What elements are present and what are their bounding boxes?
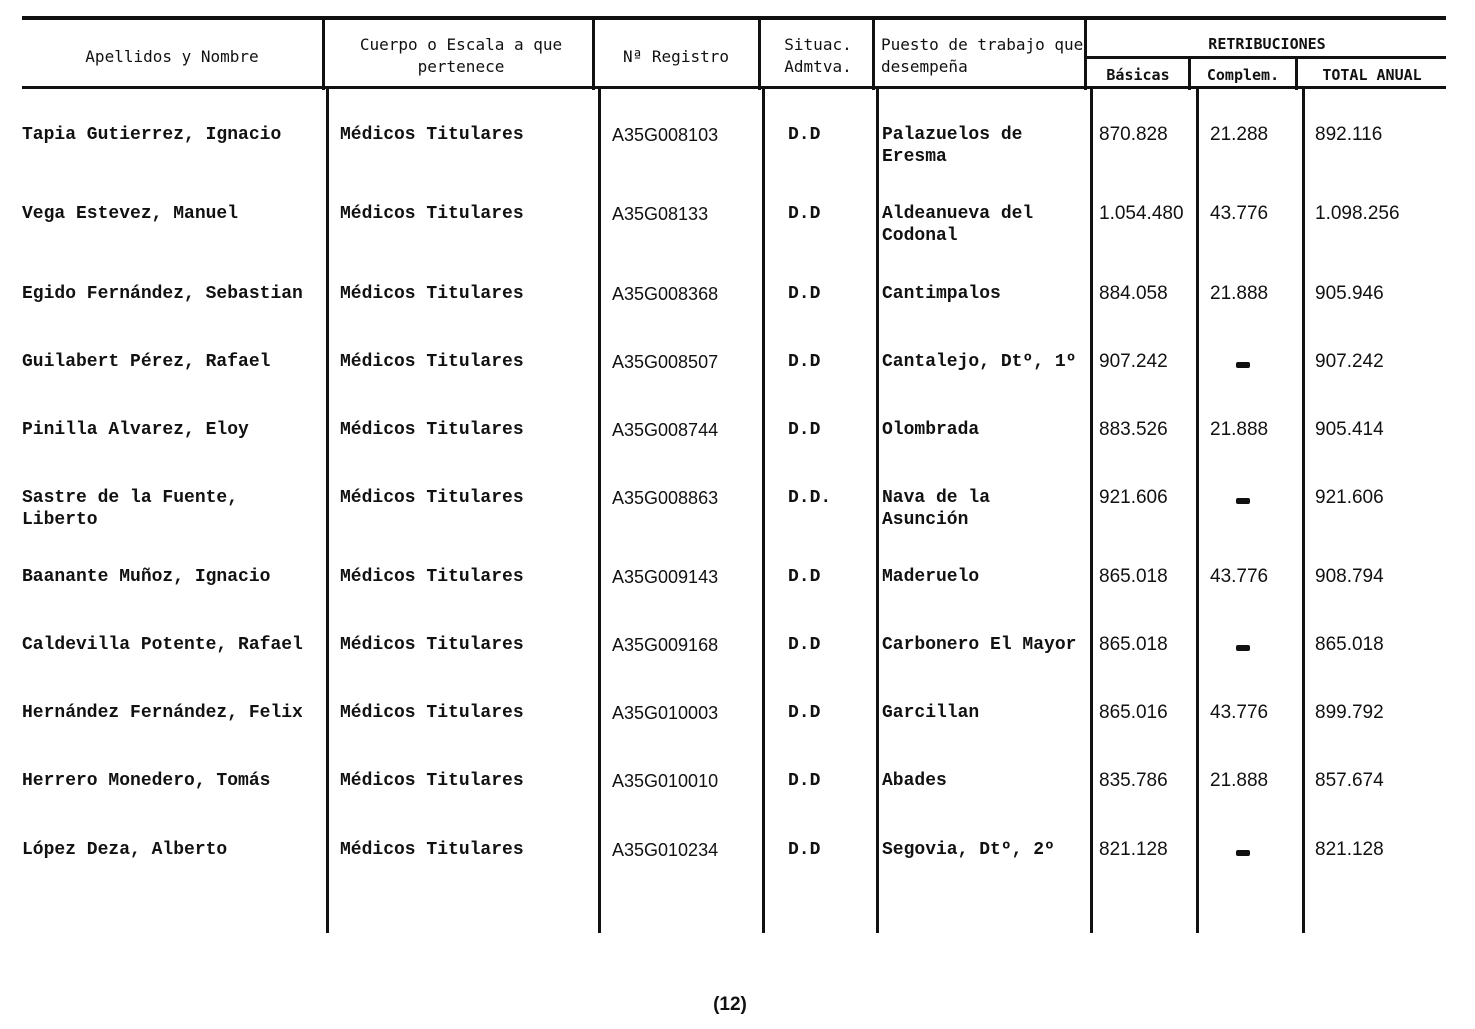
complem-dash bbox=[1236, 498, 1250, 504]
cell-registro: A35G008368 bbox=[612, 284, 719, 304]
cell-cuerpo: Médicos Titulares bbox=[340, 284, 524, 304]
cell-basicas: 870.828 bbox=[1099, 124, 1168, 145]
cell-name: Baanante Muñoz, Ignacio bbox=[22, 567, 271, 587]
cell-total: 907.242 bbox=[1315, 351, 1384, 372]
cell-total: 905.946 bbox=[1315, 283, 1384, 304]
cell-total: 899.792 bbox=[1315, 702, 1384, 723]
header-total: TOTAL ANUAL bbox=[1322, 66, 1422, 84]
cell-registro: A35G008863 bbox=[612, 488, 719, 508]
cell-registro: A35G08133 bbox=[612, 204, 709, 224]
col-divider bbox=[1090, 88, 1093, 933]
cell-total: 821.128 bbox=[1315, 839, 1384, 860]
col-divider bbox=[758, 18, 761, 90]
cell-basicas: 865.018 bbox=[1099, 566, 1168, 587]
col-divider bbox=[1196, 88, 1199, 933]
cell-basicas: 921.606 bbox=[1099, 487, 1168, 508]
header-bottom-rule bbox=[22, 86, 1446, 89]
cell-situacion: D.D bbox=[788, 420, 821, 440]
cell-cuerpo: Médicos Titulares bbox=[340, 204, 524, 224]
cell-puesto: Olombrada bbox=[882, 420, 980, 440]
complem-dash bbox=[1236, 645, 1250, 651]
cell-name: Tapia Gutierrez, Ignacio bbox=[22, 125, 282, 145]
cell-puesto: Segovia, Dtº, 2º bbox=[882, 840, 1055, 860]
cell-name: Vega Estevez, Manuel bbox=[22, 204, 239, 224]
page-number: (12) bbox=[713, 994, 747, 1015]
cell-name: Sastre de la Fuente, Liberto bbox=[22, 488, 249, 530]
cell-complem: 43.776 bbox=[1210, 203, 1269, 224]
cell-situacion: D.D bbox=[788, 567, 821, 587]
cell-puesto: Maderuelo bbox=[882, 567, 980, 587]
cell-name: Pinilla Alvarez, Eloy bbox=[22, 420, 249, 440]
cell-total: 908.794 bbox=[1315, 566, 1384, 587]
cell-complem: 21.888 bbox=[1210, 283, 1269, 304]
cell-situacion: D.D bbox=[788, 352, 821, 372]
cell-total: 1.098.256 bbox=[1315, 203, 1400, 224]
col-divider bbox=[876, 88, 879, 933]
cell-basicas: 883.526 bbox=[1099, 419, 1168, 440]
cell-cuerpo: Médicos Titulares bbox=[340, 125, 524, 145]
cell-cuerpo: Médicos Titulares bbox=[340, 488, 524, 508]
col-divider bbox=[592, 18, 595, 90]
cell-total: 905.414 bbox=[1315, 419, 1384, 440]
header-registro: Nª Registro bbox=[623, 47, 729, 66]
cell-total: 857.674 bbox=[1315, 770, 1384, 791]
cell-basicas: 865.018 bbox=[1099, 634, 1168, 655]
cell-complem: 43.776 bbox=[1210, 566, 1269, 587]
retribuciones-rule bbox=[1086, 56, 1446, 59]
header-cuerpo: Cuerpo o Escala a que pertenece bbox=[359, 35, 563, 76]
header-situacion: Situac. Admtva. bbox=[784, 35, 852, 76]
cell-puesto: Aldeanueva del Codonal bbox=[882, 204, 1034, 246]
header-puesto: Puesto de trabajo que desempeña bbox=[881, 35, 1084, 76]
cell-basicas: 835.786 bbox=[1099, 770, 1168, 791]
cell-total: 865.018 bbox=[1315, 634, 1384, 655]
cell-basicas: 907.242 bbox=[1099, 351, 1168, 372]
cell-situacion: D.D bbox=[788, 635, 821, 655]
cell-puesto: Garcillan bbox=[882, 703, 980, 723]
cell-registro: A35G008103 bbox=[612, 125, 719, 145]
cell-cuerpo: Médicos Titulares bbox=[340, 420, 524, 440]
cell-registro: A35G010003 bbox=[612, 703, 719, 723]
col-divider bbox=[872, 18, 875, 90]
cell-complem: 43.776 bbox=[1210, 702, 1269, 723]
cell-name: Guilabert Pérez, Rafael bbox=[22, 352, 271, 372]
cell-registro: A35G008744 bbox=[612, 420, 719, 440]
table-top-rule bbox=[22, 16, 1446, 20]
cell-registro: A35G010010 bbox=[612, 771, 719, 791]
cell-name: López Deza, Alberto bbox=[22, 840, 228, 860]
cell-puesto: Carbonero El Mayor bbox=[882, 635, 1077, 655]
col-divider bbox=[322, 18, 325, 90]
cell-name: Hernández Fernández, Felix bbox=[22, 703, 303, 723]
cell-registro: A35G010234 bbox=[612, 840, 719, 860]
cell-situacion: D.D bbox=[788, 771, 821, 791]
cell-basicas: 884.058 bbox=[1099, 283, 1168, 304]
cell-puesto: Nava de la Asunción bbox=[882, 488, 991, 530]
header-complem: Complem. bbox=[1206, 66, 1280, 84]
col-divider bbox=[1302, 88, 1305, 933]
cell-cuerpo: Médicos Titulares bbox=[340, 703, 524, 723]
cell-total: 892.116 bbox=[1315, 124, 1383, 145]
cell-situacion: D.D bbox=[788, 284, 821, 304]
cell-name: Egido Fernández, Sebastian bbox=[22, 284, 303, 304]
cell-basicas: 865.016 bbox=[1099, 702, 1168, 723]
cell-registro: A35G009143 bbox=[612, 567, 719, 587]
cell-cuerpo: Médicos Titulares bbox=[340, 352, 524, 372]
cell-complem: 21.288 bbox=[1210, 124, 1269, 145]
cell-cuerpo: Médicos Titulares bbox=[340, 840, 524, 860]
cell-basicas: 821.128 bbox=[1099, 839, 1168, 860]
cell-cuerpo: Médicos Titulares bbox=[340, 567, 524, 587]
cell-situacion: D.D bbox=[788, 204, 821, 224]
header-basicas: Básicas bbox=[1106, 66, 1170, 84]
cell-puesto: Palazuelos de Eresma bbox=[882, 125, 1023, 167]
cell-situacion: D.D bbox=[788, 125, 821, 145]
cell-registro: A35G009168 bbox=[612, 635, 719, 655]
cell-total: 921.606 bbox=[1315, 487, 1384, 508]
cell-puesto: Cantimpalos bbox=[882, 284, 1001, 304]
col-divider bbox=[762, 88, 765, 933]
cell-cuerpo: Médicos Titulares bbox=[340, 771, 524, 791]
cell-situacion: D.D bbox=[788, 703, 821, 723]
cell-puesto: Abades bbox=[882, 771, 947, 791]
cell-situacion: D.D. bbox=[788, 488, 832, 508]
cell-situacion: D.D bbox=[788, 840, 821, 860]
cell-basicas: 1.054.480 bbox=[1099, 203, 1184, 224]
complem-dash bbox=[1236, 850, 1250, 856]
col-divider bbox=[326, 88, 329, 933]
complem-dash bbox=[1236, 362, 1250, 368]
cell-cuerpo: Médicos Titulares bbox=[340, 635, 524, 655]
header-name: Apellidos y Nombre bbox=[85, 47, 259, 66]
header-retribuciones: RETRIBUCIONES bbox=[1208, 35, 1326, 53]
cell-complem: 21.888 bbox=[1210, 419, 1269, 440]
cell-name: Herrero Monedero, Tomás bbox=[22, 771, 271, 791]
cell-name: Caldevilla Potente, Rafael bbox=[22, 635, 303, 655]
cell-complem: 21.888 bbox=[1210, 770, 1269, 791]
cell-registro: A35G008507 bbox=[612, 352, 719, 372]
col-divider bbox=[598, 88, 601, 933]
cell-puesto: Cantalejo, Dtº, 1º bbox=[882, 352, 1077, 372]
